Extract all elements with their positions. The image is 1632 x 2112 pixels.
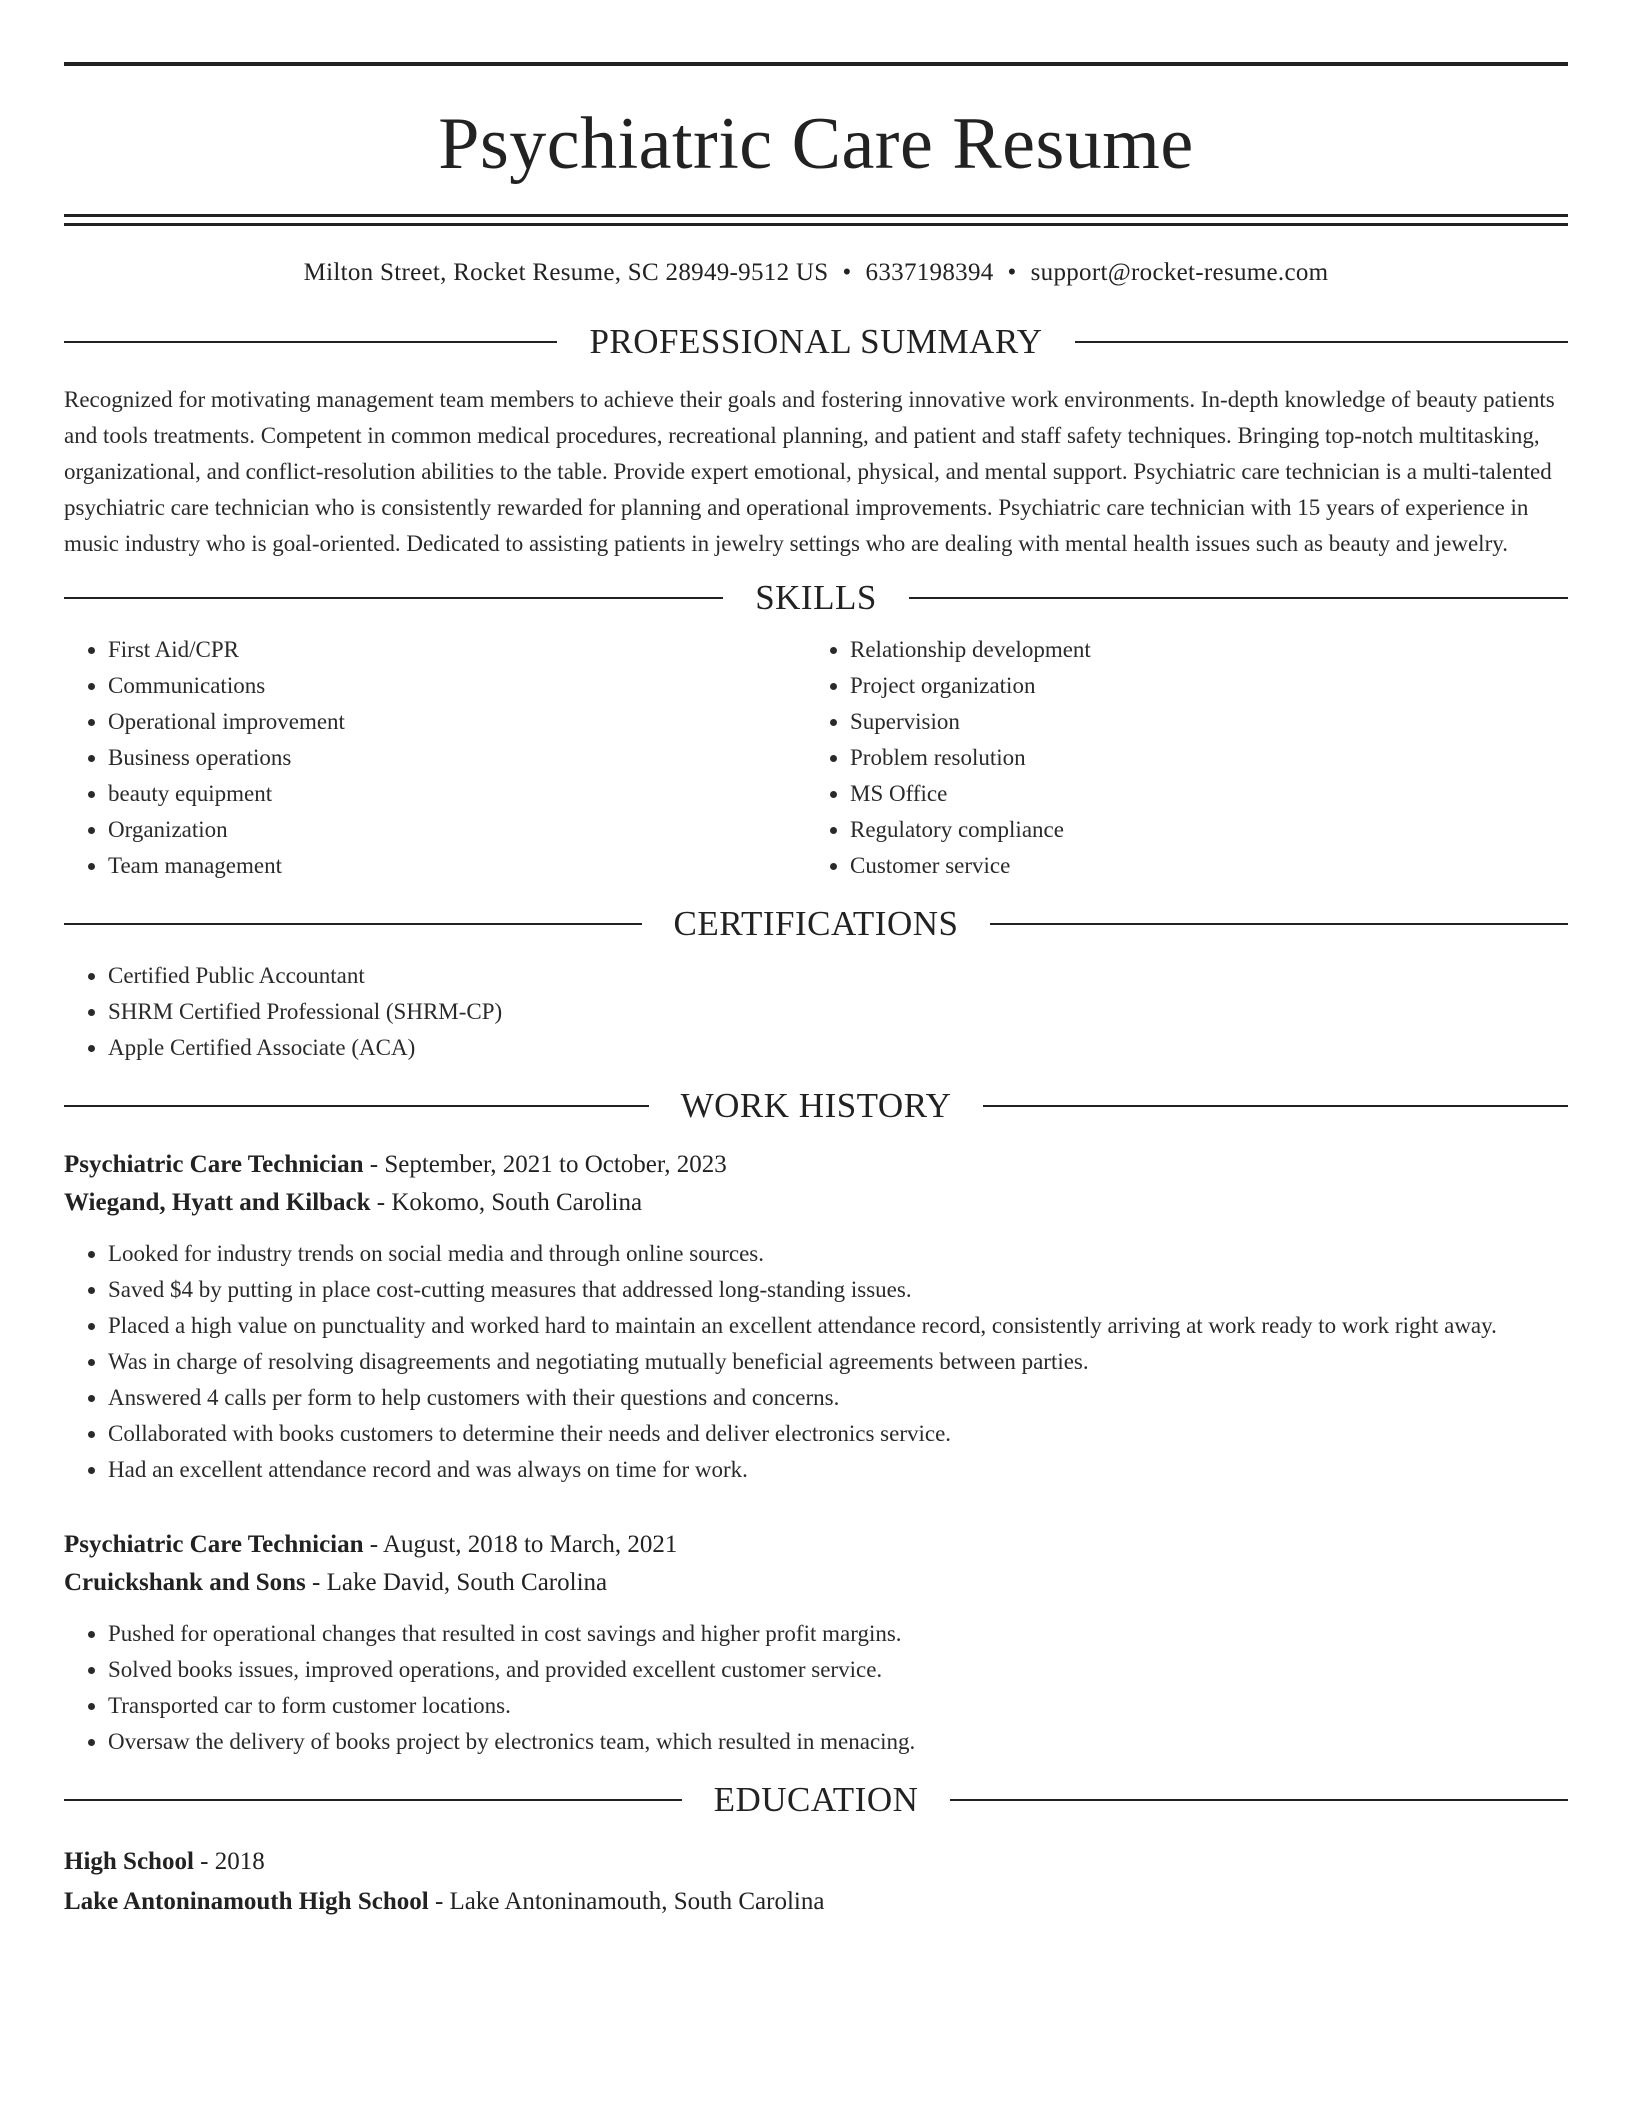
skill-item: • beauty equipment [108, 776, 806, 812]
contact-phone: 6337198394 [865, 259, 994, 286]
divider-line [64, 1105, 649, 1107]
skill-item: • MS Office [850, 776, 1568, 812]
certification-item: • SHRM Certified Professional (SHRM-CP) [108, 994, 1568, 1030]
skill-item: • Regulatory compliance [850, 812, 1568, 848]
contact-email: support@rocket-resume.com [1030, 259, 1329, 286]
skill-item: • Communications [108, 668, 806, 704]
job-bullet: • Oversaw the delivery of books project by electronics team, which resulted in menacing. [108, 1724, 1568, 1760]
skills-list-right [806, 632, 1568, 884]
job-bullet: • Had an excellent attendance record and was always on time for work. [108, 1452, 1568, 1488]
job-title: Psychiatric Care Technician [64, 1531, 364, 1558]
divider-line [64, 597, 723, 599]
section-title: PROFESSIONAL SUMMARY [589, 322, 1043, 361]
contact-separator: • [842, 259, 852, 286]
section-title: CERTIFICATIONS [673, 904, 959, 943]
section-heading-education [64, 1780, 1568, 1820]
job-company: Cruickshank and Sons [64, 1569, 306, 1596]
education-degree: High School [64, 1848, 194, 1875]
contact-separator: • [1007, 259, 1017, 286]
job-dates: - August, 2018 to March, 2021 [369, 1531, 678, 1558]
skill-item: • Project organization [850, 668, 1568, 704]
job-bullet: • Collaborated with books customers to determine their needs and deliver electronics service. [108, 1416, 1568, 1452]
divider-line [983, 1105, 1568, 1107]
education-school-line [64, 1882, 1568, 1922]
job-dates: - September, 2021 to October, 2023 [369, 1151, 727, 1178]
job-bullet: • Placed a high value on punctuality and worked hard to maintain an excellent attendance record, consistently arriving at work ready to work right away. [108, 1308, 1568, 1344]
section-heading-work-history [64, 1086, 1568, 1126]
section-heading-summary [64, 322, 1568, 362]
education-degree-line [64, 1842, 1568, 1882]
contact-address: Milton Street, Rocket Resume, SC 28949-9512 US [303, 259, 829, 286]
job-company-line [64, 1184, 1568, 1222]
contact-line [64, 258, 1568, 288]
education-location: - Lake Antoninamouth, South Carolina [434, 1888, 825, 1915]
job-title-line [64, 1146, 1568, 1184]
divider-line [64, 341, 557, 343]
skill-item: • Supervision [850, 704, 1568, 740]
divider-line [64, 923, 642, 925]
skill-item: • Team management [108, 848, 806, 884]
skill-item: • Business operations [108, 740, 806, 776]
skill-item: • Operational improvement [108, 704, 806, 740]
section-heading-skills [64, 578, 1568, 618]
job-company: Wiegand, Hyatt and Kilback [64, 1189, 371, 1216]
job-title-line [64, 1526, 1568, 1564]
title-double-rule [64, 214, 1568, 226]
job-bullet: • Pushed for operational changes that resulted in cost savings and higher profit margins. [108, 1616, 1568, 1652]
education-entry [64, 1842, 1568, 1922]
job-bullet: • Transported car to form customer locations. [108, 1688, 1568, 1724]
section-title: EDUCATION [713, 1780, 919, 1819]
divider-line [950, 1799, 1568, 1801]
skill-item: • Customer service [850, 848, 1568, 884]
job-bullet: • Answered 4 calls per form to help customers with their questions and concerns. [108, 1380, 1568, 1416]
top-rule [64, 62, 1568, 66]
job-bullets [64, 1616, 1568, 1760]
certification-item: • Apple Certified Associate (ACA) [108, 1030, 1568, 1066]
resume-title: Psychiatric Care Resume [438, 103, 1194, 185]
job-title: Psychiatric Care Technician [64, 1151, 364, 1178]
skill-item: • Problem resolution [850, 740, 1568, 776]
divider-line [64, 1799, 682, 1801]
job-bullet: • Solved books issues, improved operations, and provided excellent customer service. [108, 1652, 1568, 1688]
certification-item: • Certified Public Accountant [108, 958, 1568, 994]
education-school: Lake Antoninamouth High School [64, 1888, 429, 1915]
education-year: - 2018 [200, 1848, 265, 1875]
divider-line [990, 923, 1568, 925]
job-bullets [64, 1236, 1568, 1488]
job-entry [64, 1526, 1568, 1760]
certifications-list [64, 958, 1568, 1066]
skills-grid [64, 632, 1568, 884]
divider-line [1075, 341, 1568, 343]
job-entry [64, 1146, 1568, 1488]
job-company-line [64, 1564, 1568, 1602]
section-title: SKILLS [755, 578, 877, 617]
divider-line [909, 597, 1568, 599]
skills-list-left [64, 632, 806, 884]
job-bullet: • Looked for industry trends on social media and through online sources. [108, 1236, 1568, 1272]
section-heading-certifications [64, 904, 1568, 944]
skill-item: • First Aid/CPR [108, 632, 806, 668]
job-bullet: • Was in charge of resolving disagreements and negotiating mutually beneficial agreements between parties. [108, 1344, 1568, 1380]
skill-item: • Organization [108, 812, 806, 848]
skill-item: • Relationship development [850, 632, 1568, 668]
job-bullet: • Saved $4 by putting in place cost-cutting measures that addressed long-standing issues. [108, 1272, 1568, 1308]
job-location: - Kokomo, South Carolina [376, 1189, 643, 1216]
section-title: WORK HISTORY [680, 1086, 952, 1125]
summary-text: Recognized for motivating management team members to achieve their goals and fostering innovative work environments. In-depth knowledge of beauty patients and tools treatments. Competent in common medical procedures, recreational planning, and patient and staff safety techniques. Bringing top-notch multitasking, organizational, and conflict-resolution abilities to the table. Provide expert emotional, physical, and mental support. Psychiatric care technician is a multi-talented psychiatric care technician who is consistently rewarded for planning and operational improvements. Psychiatric care technician with 15 years of experience in music industry who is goal-oriented. Dedicated to assisting patients in jewelry settings who are dealing with mental health issues such as beauty and jewelry. [64, 387, 1555, 556]
job-location: - Lake David, South Carolina [312, 1569, 608, 1596]
